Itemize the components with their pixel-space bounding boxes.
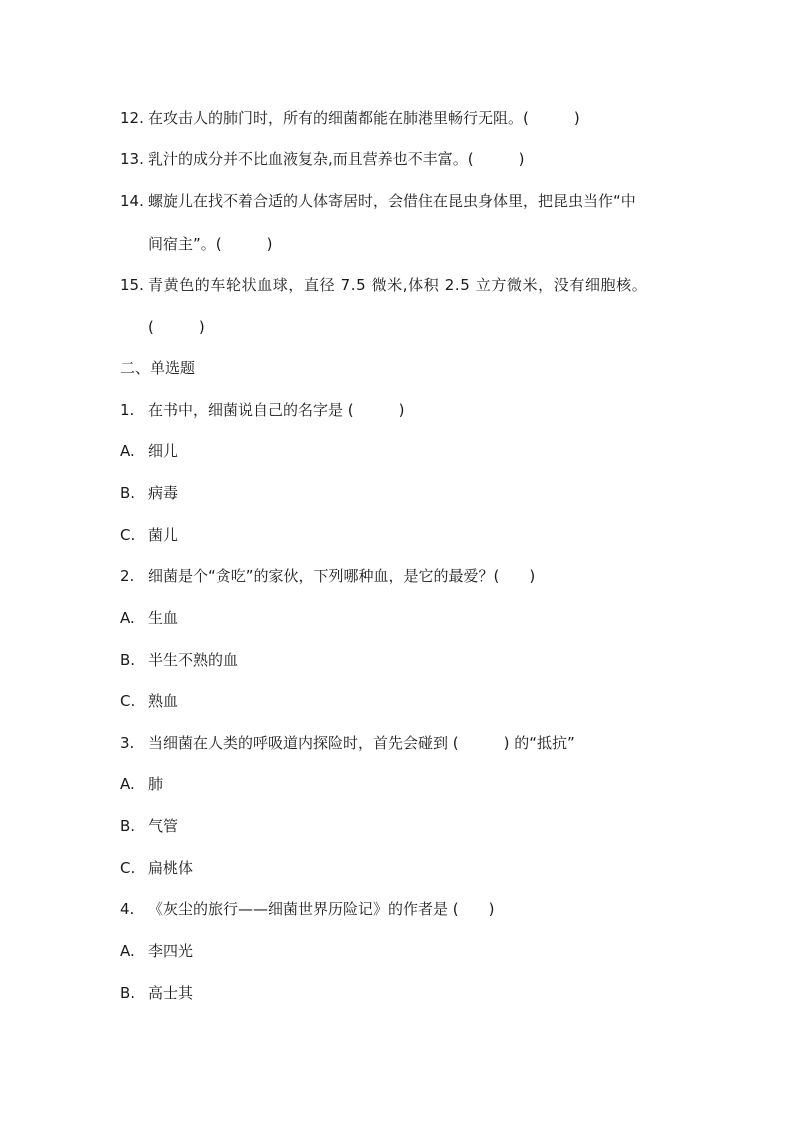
question-text-continued: 间宿主”。( ) bbox=[148, 235, 273, 253]
mc-question-1 bbox=[120, 400, 680, 420]
option-item bbox=[120, 441, 680, 461]
option-label: B. bbox=[120, 651, 136, 669]
option-text: 生血 bbox=[148, 609, 179, 627]
question-number: 2. bbox=[120, 567, 135, 585]
option-text: 肺 bbox=[148, 775, 164, 793]
question-text: 青黄色的车轮状血球，直径 7.5 微米,体积 2.5 立方微米，没有细胞核。 bbox=[148, 276, 648, 294]
option-text: 菌儿 bbox=[148, 526, 179, 544]
question-text: 细菌是个“贪吃”的家伙，下列哪种血，是它的最爱？( ) bbox=[148, 567, 536, 585]
option-text: 病毒 bbox=[148, 484, 179, 502]
tf-question-14-continuation bbox=[148, 234, 708, 254]
option-label: A. bbox=[120, 942, 135, 960]
question-number: 12. bbox=[120, 109, 144, 127]
mc-question-2 bbox=[120, 566, 680, 586]
option-label: A. bbox=[120, 609, 135, 627]
option-item bbox=[120, 816, 680, 836]
question-text: 螺旋儿在找不着合适的人体寄居时，会借住在昆虫身体里，把昆虫当作“中 bbox=[148, 192, 636, 210]
option-text: 细儿 bbox=[148, 442, 179, 460]
option-item bbox=[120, 691, 680, 711]
option-item bbox=[120, 483, 680, 503]
option-item bbox=[120, 983, 680, 1003]
question-number: 1. bbox=[120, 401, 135, 419]
option-text: 半生不熟的血 bbox=[148, 651, 239, 669]
mc-question-3 bbox=[120, 733, 680, 753]
tf-question-14 bbox=[120, 191, 680, 211]
tf-question-13 bbox=[120, 149, 680, 169]
option-label: B. bbox=[120, 817, 136, 835]
option-label: C. bbox=[120, 692, 136, 710]
option-label: C. bbox=[120, 526, 136, 544]
mc-question-4 bbox=[120, 899, 680, 919]
option-item bbox=[120, 650, 680, 670]
option-label: B. bbox=[120, 984, 136, 1002]
tf-question-12 bbox=[120, 108, 680, 128]
question-number: 14. bbox=[120, 192, 144, 210]
option-text: 李四光 bbox=[148, 942, 194, 960]
option-label: B. bbox=[120, 484, 136, 502]
option-item bbox=[120, 525, 680, 545]
question-number: 13. bbox=[120, 150, 144, 168]
option-item bbox=[120, 774, 680, 794]
question-text: 在攻击人的肺门时，所有的细菌都能在肺港里畅行无阻。( ) bbox=[148, 109, 580, 127]
option-text: 熟血 bbox=[148, 692, 179, 710]
option-text: 气管 bbox=[148, 817, 179, 835]
option-text: 扁桃体 bbox=[148, 859, 194, 877]
question-text-continued: ( ) bbox=[148, 318, 205, 336]
option-item bbox=[120, 858, 680, 878]
option-label: A. bbox=[120, 442, 135, 460]
option-label: C. bbox=[120, 859, 136, 877]
question-number: 15. bbox=[120, 276, 144, 294]
tf-question-15-continuation bbox=[148, 317, 708, 337]
option-label: A. bbox=[120, 775, 135, 793]
question-text: 当细菌在人类的呼吸道内探险时，首先会碰到 ( ) 的“抵抗” bbox=[148, 734, 575, 752]
question-text: 《灰尘的旅行——细菌世界历险记》的作者是 ( ) bbox=[148, 900, 495, 918]
section-title: 二、单选题 bbox=[120, 359, 196, 377]
question-text: 乳汁的成分并不比血液复杂,而且营养也不丰富。( ) bbox=[148, 150, 525, 168]
tf-question-15 bbox=[120, 275, 680, 295]
option-text: 高士其 bbox=[148, 984, 194, 1002]
option-item bbox=[120, 608, 680, 628]
question-number: 4. bbox=[120, 900, 135, 918]
question-text: 在书中，细菌说自己的名字是 ( ) bbox=[148, 401, 405, 419]
question-number: 3. bbox=[120, 734, 135, 752]
option-item bbox=[120, 941, 680, 961]
